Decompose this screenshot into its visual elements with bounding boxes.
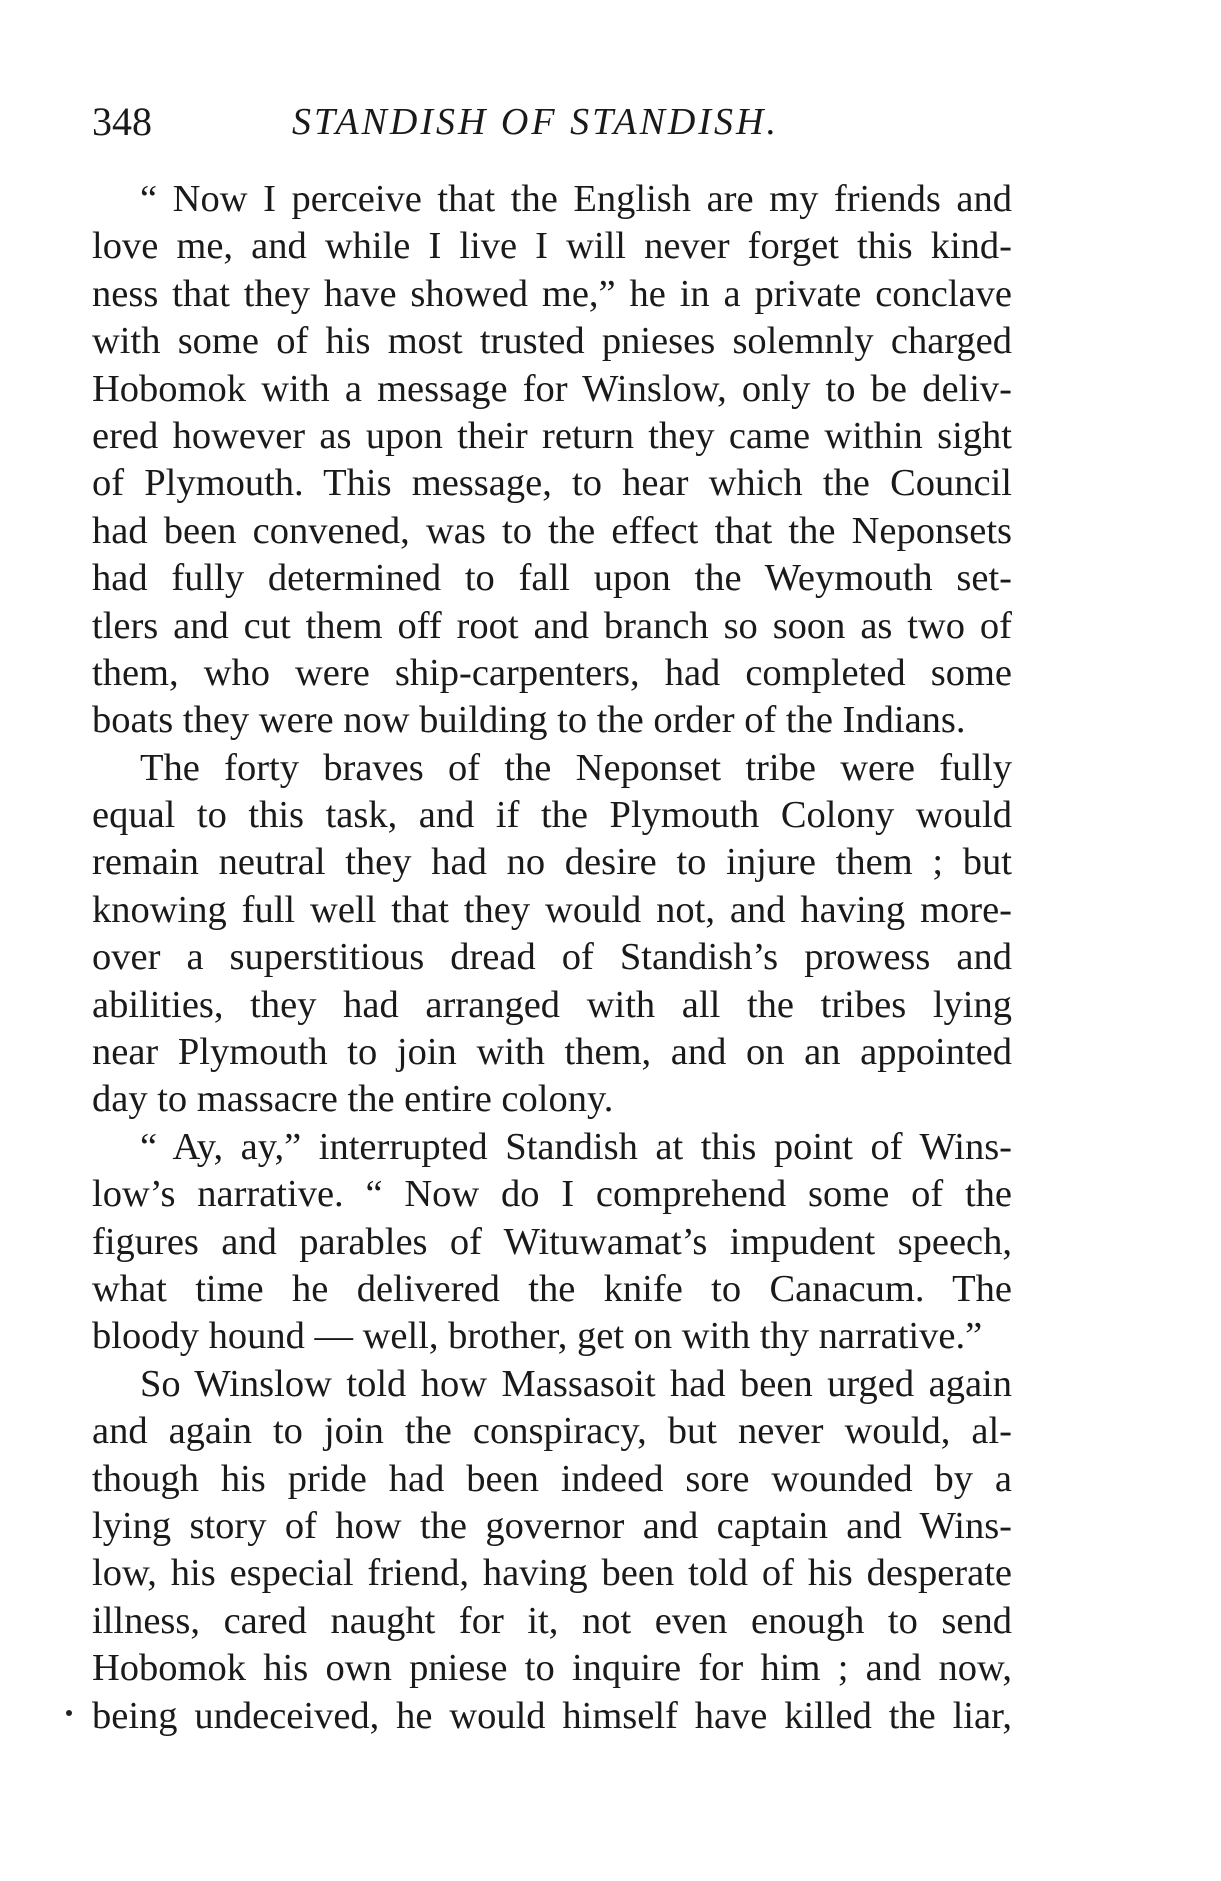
text-line: love me, and while I live I will never forget this kind- xyxy=(92,225,1012,268)
text-line: figures and parables of Wituwamat’s impudent speech, xyxy=(92,1220,1012,1263)
text-line: ered however as upon their return they came within sight xyxy=(92,414,1012,457)
text-line: being undeceived, he would himself have killed the liar, xyxy=(92,1694,1012,1737)
text-line: though his pride had been indeed sore wounded by a xyxy=(92,1457,1012,1500)
text-line: ness that they have showed me,” he in a private conclave xyxy=(92,272,1012,315)
text-line: over a superstitious dread of Standish’s prowess and xyxy=(92,936,1012,979)
body-text xyxy=(92,176,1012,1740)
margin-dot-mark xyxy=(66,1710,72,1716)
text-line: low, his especial friend, having been told of his desperate xyxy=(92,1552,1012,1595)
text-line: boats they were now building to the order of the Indians. xyxy=(92,699,966,742)
text-line: bloody hound — well, brother, get on with thy narrative.” xyxy=(92,1315,983,1358)
text-line: tlers and cut them off root and branch so soon as two of xyxy=(92,604,1012,647)
text-line: knowing full well that they would not, and having more- xyxy=(92,888,1012,931)
text-line: lying story of how the governor and captain and Wins- xyxy=(92,1504,1012,1547)
text-line: The forty braves of the Neponset tribe were fully xyxy=(140,746,1012,789)
text-line: remain neutral they had no desire to injure them ; but xyxy=(92,841,1012,884)
text-line: So Winslow told how Massasoit had been urged again xyxy=(140,1362,1012,1405)
text-line: Hobomok his own pniese to inquire for him ; and now, xyxy=(92,1647,1012,1690)
text-line: them, who were ship-carpenters, had completed some xyxy=(92,651,1012,694)
text-line: near Plymouth to join with them, and on an appointed xyxy=(92,1031,1012,1074)
text-line: illness, cared naught for it, not even enough to send xyxy=(92,1599,1012,1642)
text-line: had fully determined to fall upon the Weymouth set- xyxy=(92,557,1012,600)
text-line: low’s narrative. “ Now do I comprehend some of the xyxy=(92,1173,1012,1216)
text-line: “ Now I perceive that the English are my friends and xyxy=(140,178,1012,220)
text-line: “ Ay, ay,” interrupted Standish at this point of Wins- xyxy=(140,1125,1012,1168)
text-line: equal to this task, and if the Plymouth Colony would xyxy=(92,794,1012,837)
running-head xyxy=(92,92,1012,152)
text-line: Hobomok with a message for Winslow, only to be deliv- xyxy=(92,367,1012,410)
text-line: and again to join the conspiracy, but never would, al- xyxy=(92,1410,1012,1453)
page-number: 348 xyxy=(92,99,152,144)
text-line: had been convened, was to the effect that the Neponsets xyxy=(92,509,1012,552)
text-line: day to massacre the entire colony. xyxy=(92,1078,614,1121)
text-line: what time he delivered the knife to Canacum. The xyxy=(92,1267,1012,1310)
text-line: abilities, they had arranged with all the tribes lying xyxy=(92,983,1012,1026)
text-line: with some of his most trusted pnieses solemnly charged xyxy=(92,320,1012,363)
text-line: of Plymouth. This message, to hear which the Council xyxy=(92,462,1012,505)
running-title: STANDISH OF STANDISH. xyxy=(292,101,779,143)
